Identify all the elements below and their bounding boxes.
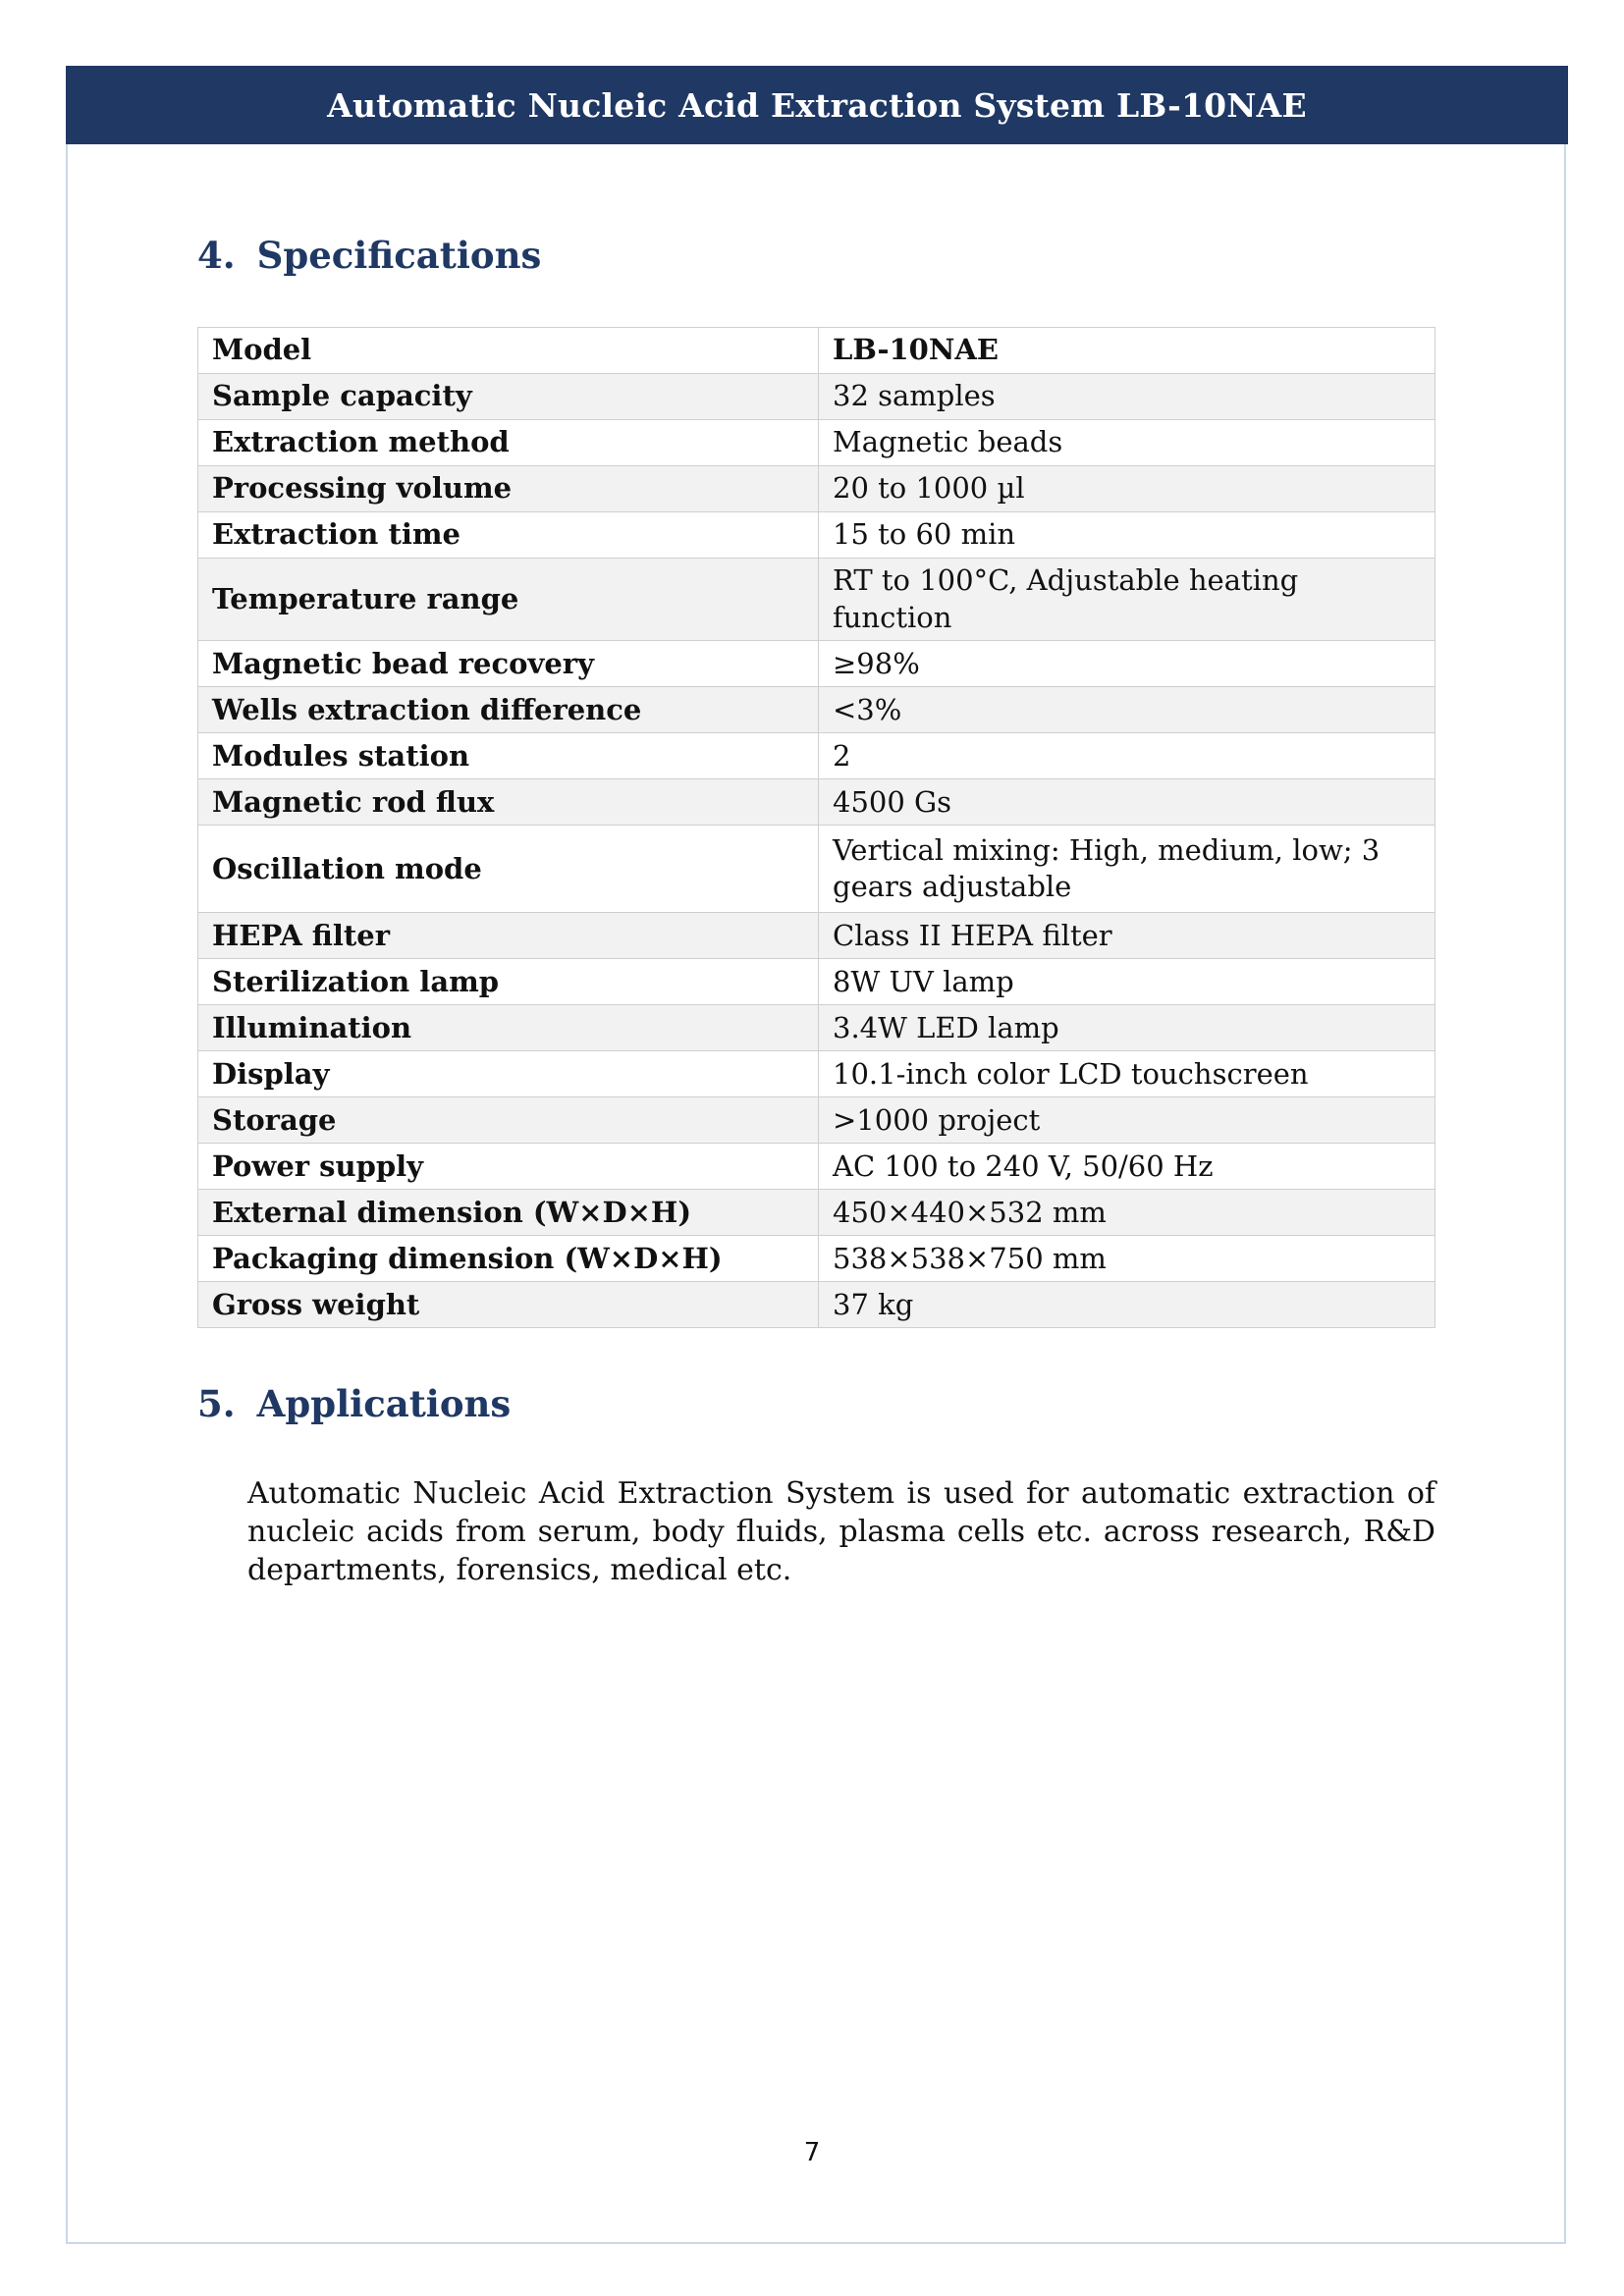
table-row (198, 1051, 1435, 1097)
specifications-table (197, 327, 1435, 1328)
spec-label: Illumination (198, 1005, 819, 1051)
applications-paragraph: Automatic Nucleic Acid Extraction System is used for automatic extraction of nucleic acids from serum, body fluids, plasma cells etc. across research, R&D departments, forensics, medical etc. (247, 1476, 1435, 1587)
spec-label: Power supply (198, 1144, 819, 1190)
document-header (66, 66, 1568, 144)
table-row (198, 826, 1435, 913)
spec-value: 32 samples (819, 374, 1435, 420)
table-row (198, 374, 1435, 420)
spec-value: 20 to 1000 µl (819, 466, 1435, 512)
page-number: 7 (803, 2138, 821, 2167)
spec-label: Magnetic bead recovery (198, 641, 819, 687)
spec-value: RT to 100°C, Adjustable heating function (819, 559, 1435, 641)
spec-label: Modules station (198, 733, 819, 779)
spec-label: Storage (198, 1097, 819, 1144)
table-row (198, 687, 1435, 733)
spec-value: 15 to 60 min (819, 512, 1435, 559)
table-row (198, 1236, 1435, 1282)
spec-label: Model (198, 328, 819, 374)
table-row (198, 1144, 1435, 1190)
spec-label: Processing volume (198, 466, 819, 512)
table-row (198, 1190, 1435, 1236)
spec-value: ≥98% (819, 641, 1435, 687)
specifications-heading (197, 234, 541, 277)
spec-value: Magnetic beads (819, 420, 1435, 466)
spec-label: Wells extraction difference (198, 687, 819, 733)
spec-value: Vertical mixing: High, medium, low; 3 gears adjustable (819, 826, 1435, 913)
table-row (198, 328, 1435, 374)
table-row (198, 913, 1435, 959)
table-row (198, 512, 1435, 559)
spec-label: Temperature range (198, 559, 819, 641)
table-row (198, 1005, 1435, 1051)
document-title: Automatic Nucleic Acid Extraction System LB-10NAE (327, 85, 1307, 125)
spec-value: 4500 Gs (819, 779, 1435, 826)
table-row (198, 733, 1435, 779)
spec-value: 8W UV lamp (819, 959, 1435, 1005)
spec-label: Oscillation mode (198, 826, 819, 913)
section-title: Specifications (256, 234, 542, 277)
table-row (198, 959, 1435, 1005)
spec-value: 450×440×532 mm (819, 1190, 1435, 1236)
table-row (198, 1097, 1435, 1144)
spec-value: LB-10NAE (819, 328, 1435, 374)
table-row (198, 779, 1435, 826)
table-row (198, 641, 1435, 687)
spec-value: 3.4W LED lamp (819, 1005, 1435, 1051)
spec-value: >1000 project (819, 1097, 1435, 1144)
spec-label: Gross weight (198, 1282, 819, 1328)
spec-label: Magnetic rod flux (198, 779, 819, 826)
spec-value: <3% (819, 687, 1435, 733)
spec-label: Sample capacity (198, 374, 819, 420)
spec-label: Extraction time (198, 512, 819, 559)
spec-value: 538×538×750 mm (819, 1236, 1435, 1282)
section-number: 5. (197, 1382, 236, 1425)
section-title: Applications (256, 1382, 512, 1425)
spec-label: Extraction method (198, 420, 819, 466)
table-row (198, 1282, 1435, 1328)
spec-value: 37 kg (819, 1282, 1435, 1328)
table-row (198, 466, 1435, 512)
spec-value: 10.1-inch color LCD touchscreen (819, 1051, 1435, 1097)
spec-label: Sterilization lamp (198, 959, 819, 1005)
table-row (198, 559, 1435, 641)
spec-label: Packaging dimension (W×D×H) (198, 1236, 819, 1282)
spec-label: HEPA filter (198, 913, 819, 959)
spec-value: Class II HEPA filter (819, 913, 1435, 959)
spec-label: Display (198, 1051, 819, 1097)
spec-value: AC 100 to 240 V, 50/60 Hz (819, 1144, 1435, 1190)
spec-value: 2 (819, 733, 1435, 779)
spec-label: External dimension (W×D×H) (198, 1190, 819, 1236)
section-number: 4. (197, 234, 236, 277)
applications-heading (197, 1382, 511, 1425)
table-row (198, 420, 1435, 466)
